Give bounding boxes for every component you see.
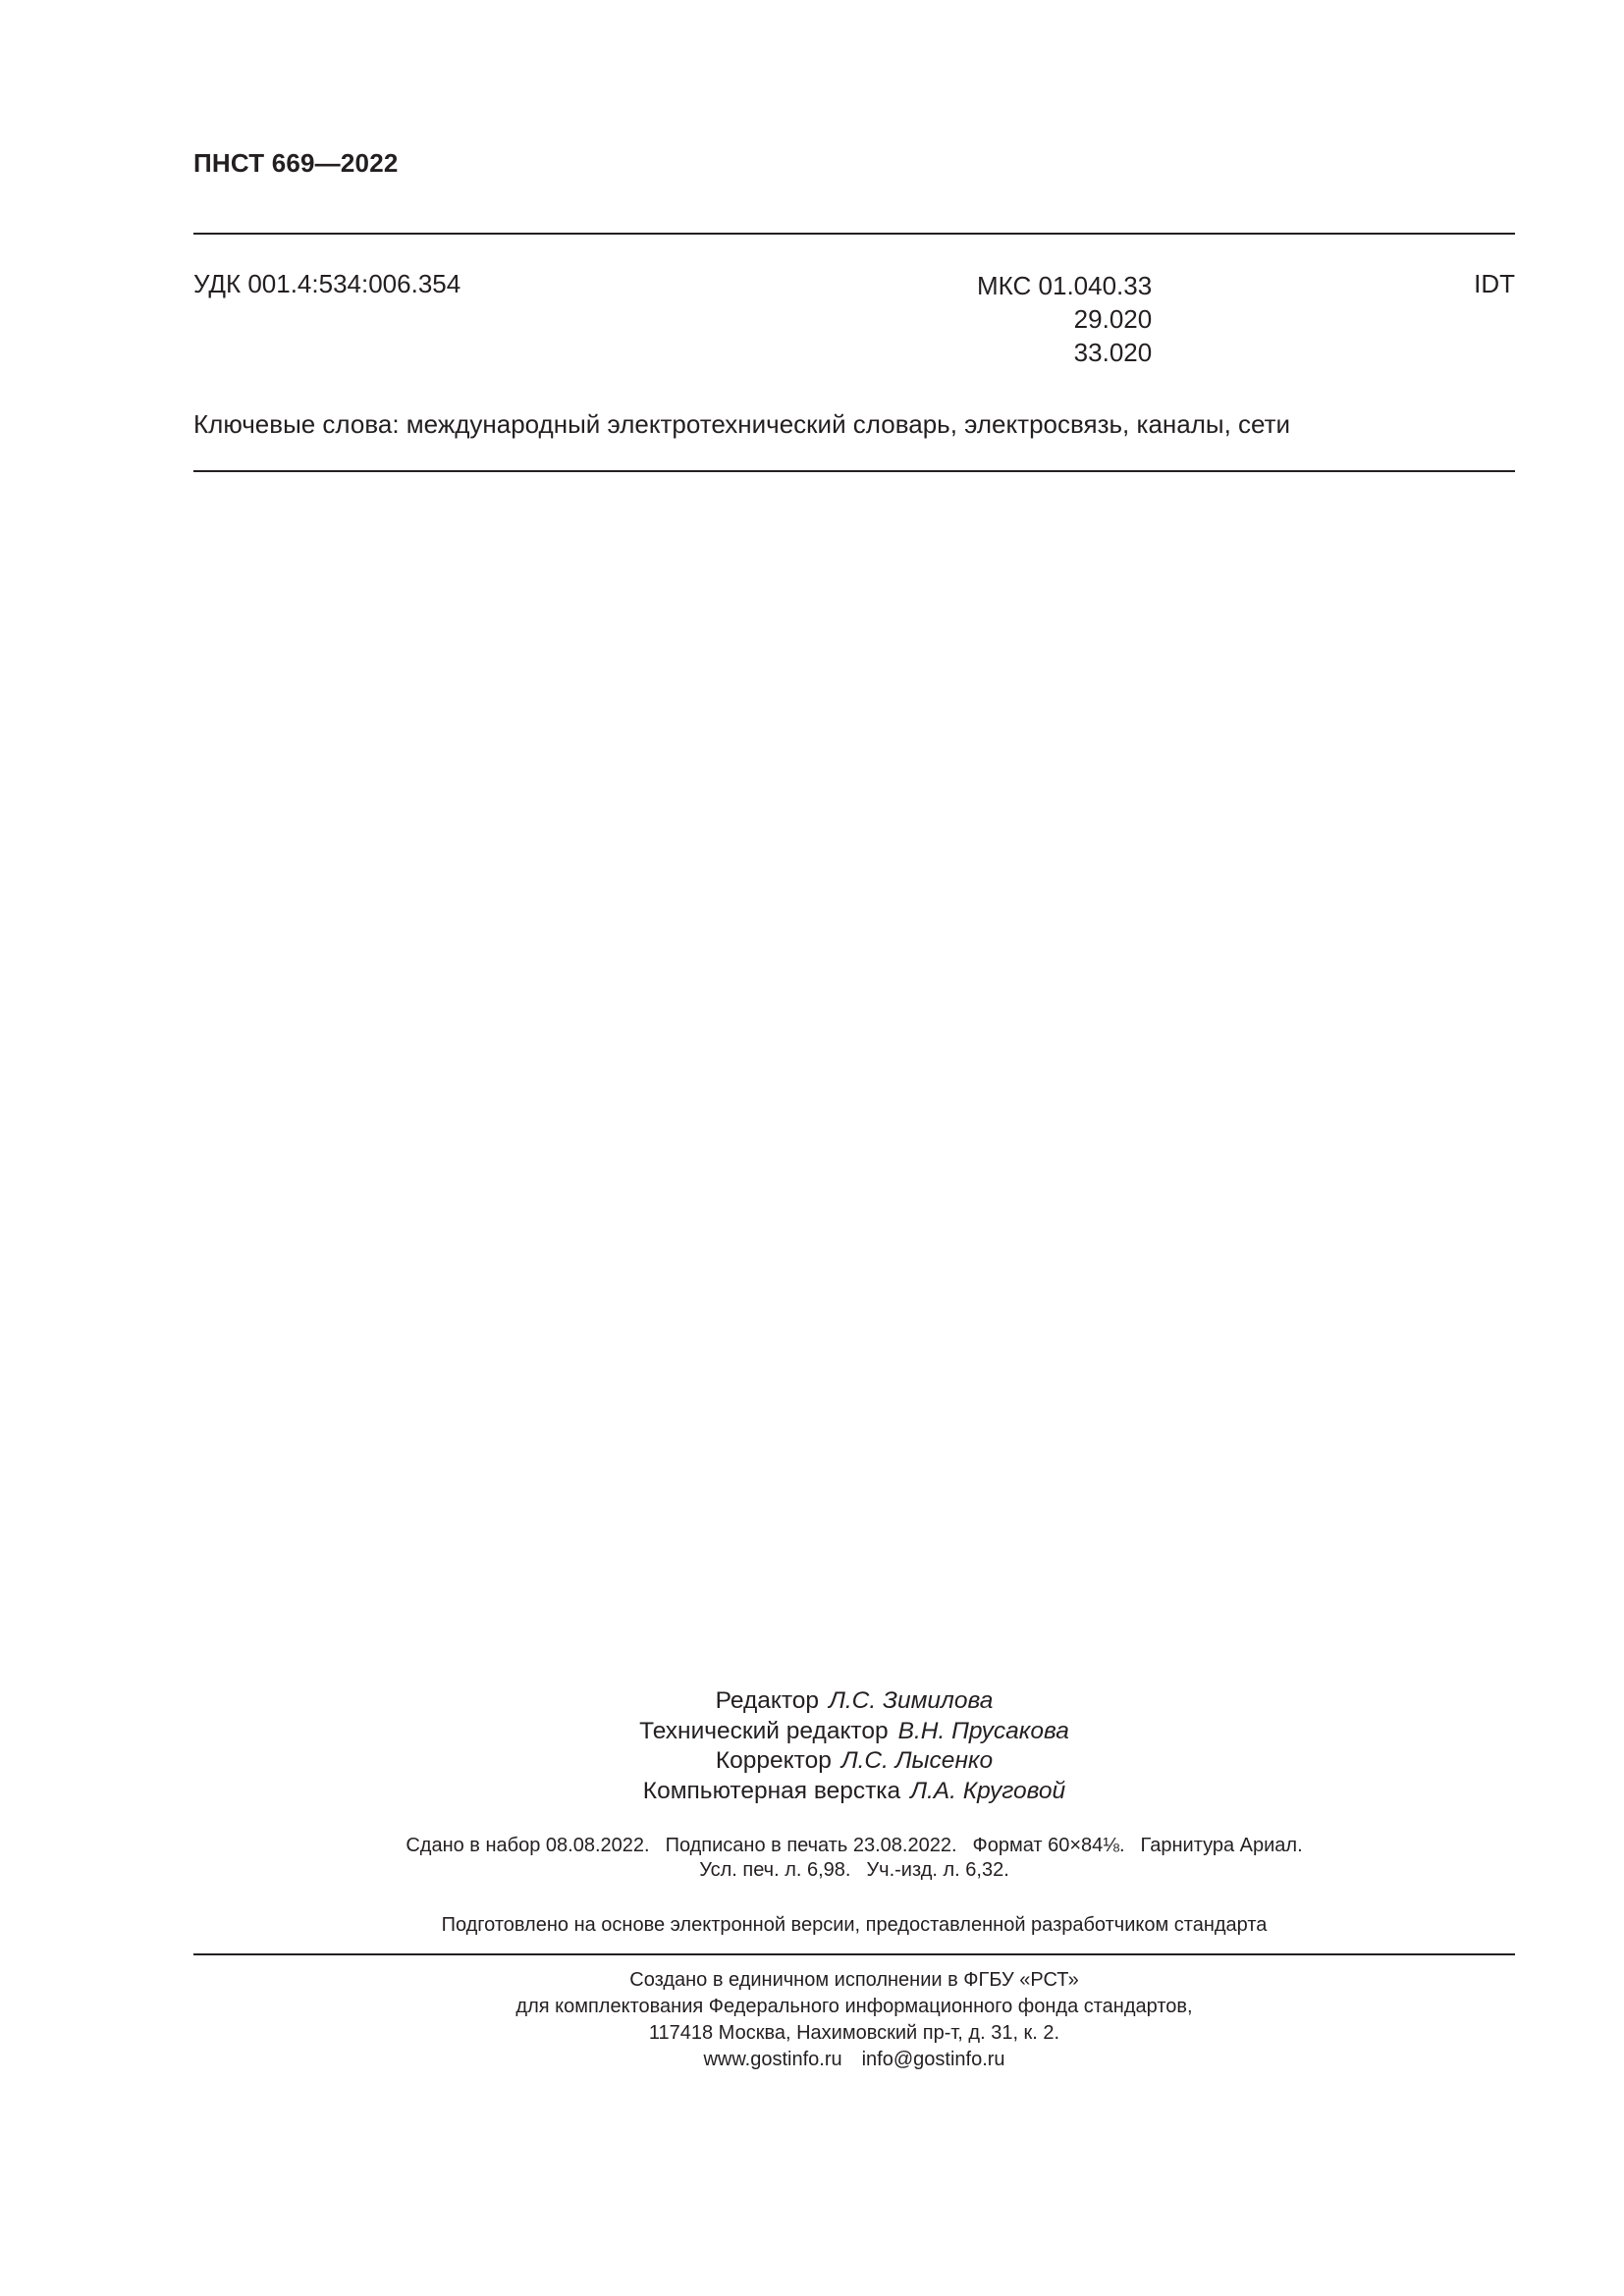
website-link[interactable]: www.gostinfo.ru — [703, 2049, 842, 2070]
bottom-divider — [193, 1953, 1515, 1955]
email-link[interactable]: info@gostinfo.ru — [861, 2049, 1005, 2070]
keywords-divider — [193, 470, 1515, 472]
mks-code-2: 29.020 — [1073, 304, 1153, 334]
credit-proofreader: Корректор Л.С. Лысенко — [715, 1747, 994, 1774]
imprint-line-3: 117418 Москва, Нахимовский пр-т, д. 31, к. 2. — [648, 2022, 1060, 2044]
prepared-note: Подготовлено на основе электронной версии, предоставленной разработчиком стандарта — [441, 1914, 1268, 1936]
top-divider — [193, 233, 1515, 235]
udk-code: УДК 001.4:534:006.354 — [193, 269, 461, 298]
print-details-line-1: Сдано в набор 08.08.2022. Подписано в печать 23.08.2022. Формат 60×84⅛. Гарнитура Ариал. — [406, 1835, 1303, 1856]
mks-codes — [977, 269, 1152, 369]
credit-technical-editor: Технический редактор В.Н. Прусакова — [639, 1717, 1069, 1744]
editorial-credits — [0, 1686, 1624, 1806]
imprint-line-1: Создано в единичном исполнении в ФГБУ «РСТ» — [629, 1969, 1079, 1991]
mks-prefix: МКС — [977, 271, 1032, 300]
mks-code-3: 33.020 — [1073, 338, 1153, 367]
imprint-line-2: для комплектования Федерального информационного фонда стандартов, — [515, 1996, 1193, 2017]
print-details — [0, 1834, 1624, 1883]
mks-code-1: МКС 01.040.33 — [977, 271, 1153, 300]
keywords-line: Ключевые слова: международный электротехнический словарь, электросвязь, каналы, сети — [193, 409, 1291, 439]
publisher-imprint — [0, 1967, 1624, 2073]
print-details-line-2: Усл. печ. л. 6,98. Уч.-изд. л. 6,32. — [699, 1859, 1009, 1881]
conformity-label: IDT — [1474, 269, 1515, 298]
credit-editor: Редактор Л.С. Зимилова — [715, 1687, 994, 1714]
credit-layout: Компьютерная верстка Л.А. Круговой — [642, 1777, 1066, 1804]
document-number: ПНСТ 669—2022 — [193, 148, 399, 178]
imprint-contacts — [0, 2047, 1624, 2073]
